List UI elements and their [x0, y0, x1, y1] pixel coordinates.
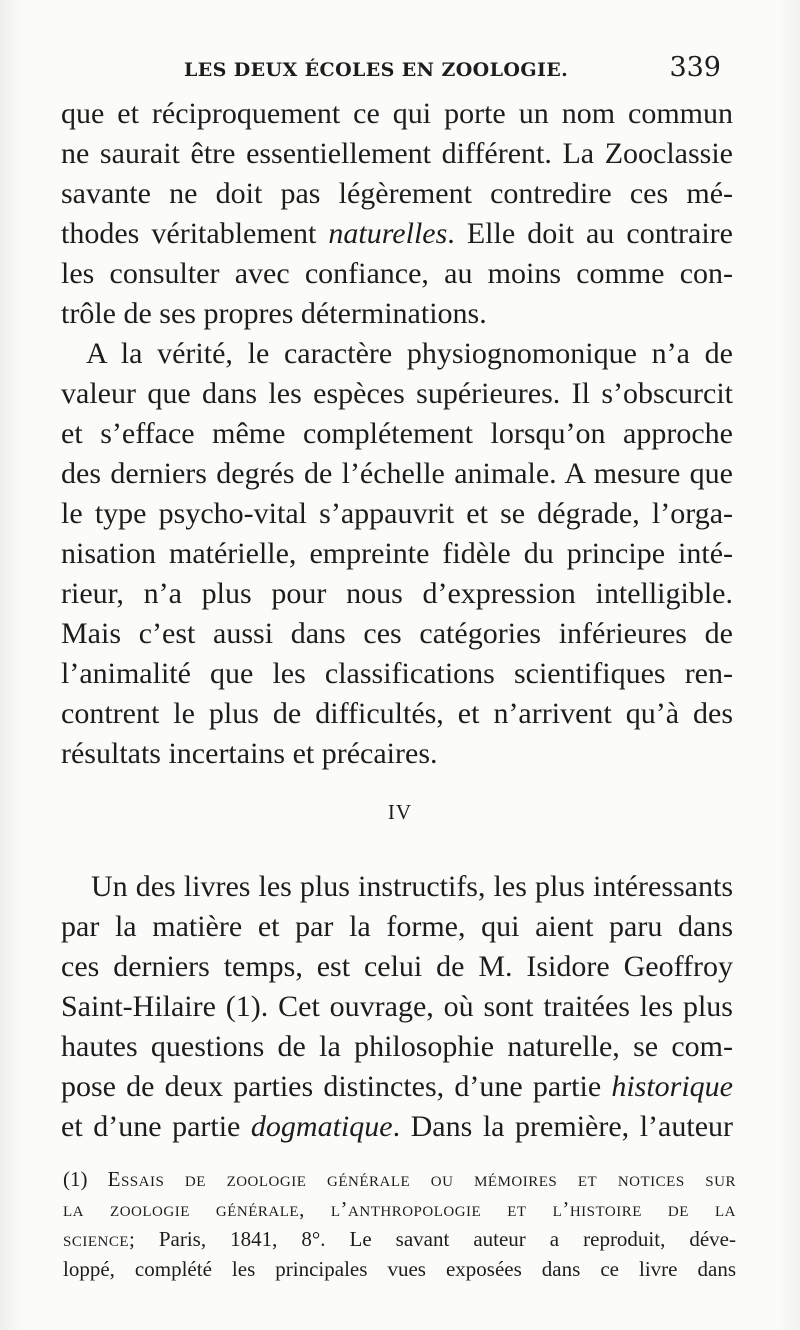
text-line: ces derniers temps, est celui de M. Isidore Geoffroy: [61, 950, 733, 983]
section-paragraph: [61, 867, 733, 1147]
text-line: le type psycho-vital s’appauvrit et se dégrade, l’orga-: [61, 497, 733, 530]
text-line: des derniers degrés de l’échelle animale. A mesure que: [61, 457, 733, 490]
text-fragment: pose de deux parties distinctes, d’une partie: [61, 1070, 612, 1103]
text-line: Un des livres les plus instructifs, les plus intéressants: [91, 870, 733, 903]
footnote-line: [63, 1164, 736, 1194]
text-line: [61, 1067, 733, 1107]
footnote-title: science: [63, 1227, 130, 1251]
text-line: l’animalité que les classifications scientifiques ren-: [61, 657, 733, 690]
italic-term: dogmatique: [250, 1110, 393, 1143]
footnote: [63, 1164, 736, 1284]
text-line: et s’efface même complétement lorsqu’on approche: [61, 417, 733, 450]
text-line: que et réciproquement ce qui porte un nom commun: [61, 97, 733, 130]
footnote-text: ; Paris, 1841, 8°. Le savant auteur a reproduit, déve-: [129, 1227, 736, 1251]
page-header: [184, 52, 724, 90]
page-number: 339: [669, 52, 721, 83]
text-fragment: . Elle doit au contraire: [447, 217, 733, 250]
text-fragment: . Dans la première, l’auteur: [392, 1110, 733, 1143]
text-line: [61, 1107, 733, 1147]
text-line: savante ne doit pas légèrement contredire ces mé-: [61, 177, 733, 210]
text-line: valeur que dans les espèces supérieures. Il s’obscurcit: [61, 377, 733, 410]
text-line: nisation matérielle, empreinte fidèle du principe inté-: [61, 537, 733, 570]
text-line: contrent le plus de difficultés, et n’arrivent qu’à des: [61, 697, 733, 730]
section-heading: IV: [387, 800, 413, 824]
footnote-marker: (1): [63, 1167, 108, 1191]
text-line: hautes questions de la philosophie naturelle, se com-: [61, 1030, 733, 1063]
text-line: par la matière et par la forme, qui aient paru dans: [61, 910, 733, 943]
text-line: trôle de ses propres déterminations.: [61, 297, 487, 330]
running-title: LES DEUX ÉCOLES EN ZOOLOGIE.: [184, 59, 569, 81]
text-fragment: thodes véritablement: [61, 217, 329, 250]
text-fragment: et d’une partie: [61, 1110, 251, 1143]
text-line: ne saurait être essentiellement différent. La Zooclassie: [61, 137, 733, 170]
text-line: les consulter avec confiance, au moins comme con-: [61, 257, 733, 290]
text-line: Saint-Hilaire (1). Cet ouvrage, où sont traitées les plus: [61, 990, 733, 1023]
text-line: [61, 214, 733, 254]
text-line: A la vérité, le caractère physiognomonique n’a de: [86, 337, 733, 370]
main-paragraphs: [61, 94, 733, 774]
text-line: rieur, n’a plus pour nous d’expression intelligible.: [61, 577, 733, 610]
text-line: Mais c’est aussi dans ces catégories inférieures de: [61, 617, 733, 650]
footnote-title: Essais de zoologie générale ou mémoires et notices sur: [107, 1167, 736, 1191]
italic-term: historique: [611, 1070, 733, 1103]
footnote-line: [63, 1224, 736, 1254]
text-line: résultats incertains et précaires.: [61, 737, 438, 770]
italic-term: naturelles: [328, 217, 448, 250]
footnote-line: la zoologie générale, l’anthropologie et l’histoire de la: [63, 1197, 736, 1221]
footnote-line: loppé, complété les principales vues exposées dans ce livre dans: [63, 1257, 736, 1281]
